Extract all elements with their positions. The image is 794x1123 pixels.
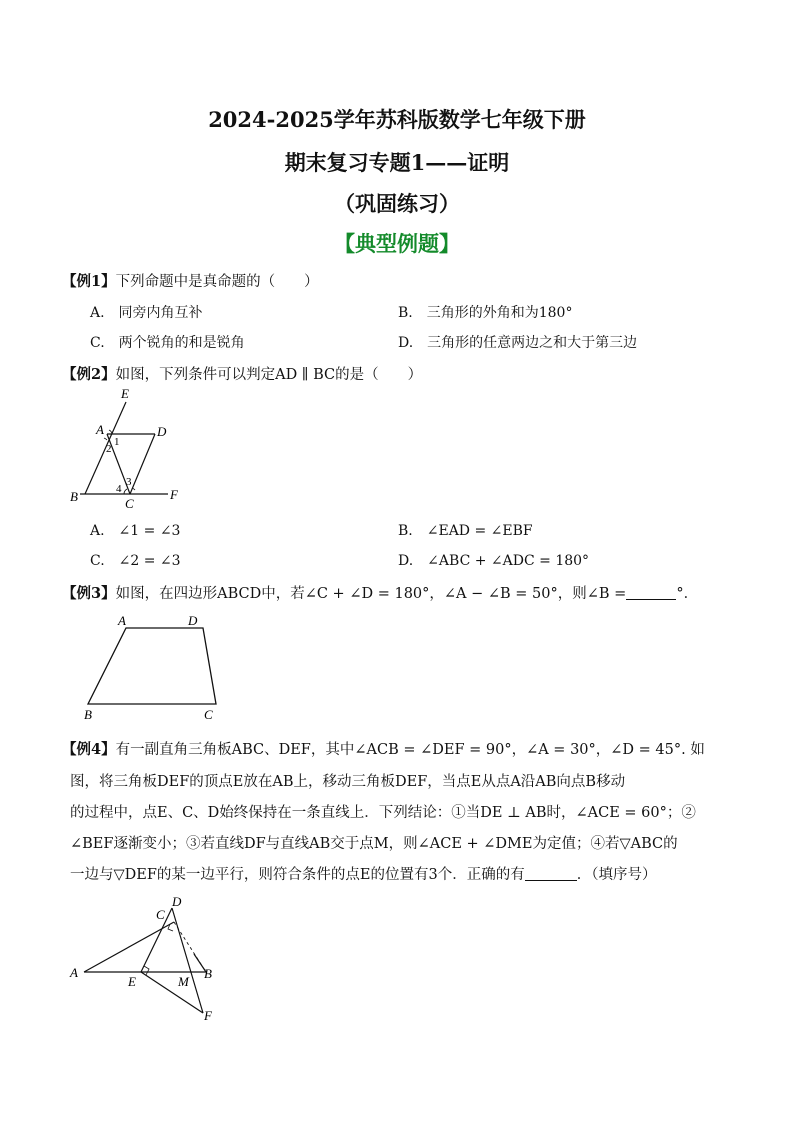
label-e: E <box>121 386 129 401</box>
angle-4-arc <box>124 489 127 494</box>
label-a: A <box>70 965 78 980</box>
label-m: M <box>178 974 189 989</box>
label-c: C <box>156 907 165 922</box>
segment-ac <box>84 922 174 972</box>
example-4-text-5-end: ．（填序号） <box>576 867 657 883</box>
segment-ef <box>141 972 203 1013</box>
label-2: 2 <box>106 443 112 455</box>
example-4-answer-blank <box>525 866 577 881</box>
angle-1-arc <box>109 430 112 434</box>
example-3-answer-blank <box>626 585 676 600</box>
example-3-label: 【例3】 <box>62 585 116 602</box>
example-2-option-c: C. ∠2 = ∠3 <box>90 553 181 569</box>
right-angle-e <box>144 966 149 975</box>
example-2-question <box>62 363 422 384</box>
example-4-line-3: 的过程中，点E、C、D始终保持在一条直线上．下列结论：①当DE ⊥ AB时，∠ACE = 60°；② <box>70 805 696 821</box>
title-line-1: 2024-2025学年苏科版数学七年级下册 <box>208 107 586 132</box>
example-2-option-a: A. ∠1 = ∠3 <box>90 523 181 539</box>
title-line-2: 期末复习专题1——证明 <box>284 150 510 175</box>
example-4-line-4: ∠BEF逐渐变小；③若直线DF与直线AB交于点M，则∠ACE + ∠DME为定值；④若▽ABC的 <box>70 836 678 852</box>
example-1-question <box>62 270 319 291</box>
example-4-text-5: 一边与▽DEF的某一边平行，则符合条件的点E的位置有3个．正确的有 <box>70 867 525 883</box>
example-3-question <box>62 582 698 603</box>
label-d: D <box>172 894 182 909</box>
section-heading: 【典型例题】 <box>334 231 460 256</box>
label-d: D <box>157 424 167 439</box>
label-b: B <box>84 707 92 722</box>
label-b: B <box>204 966 212 981</box>
example-3-text-end: °． <box>676 586 699 602</box>
example-4-line-5 <box>70 863 656 884</box>
label-1: 1 <box>114 436 120 448</box>
example-1-option-b: B. 三角形的外角和为180° <box>398 305 573 321</box>
example-1-option-c: C. 两个锐角的和是锐角 <box>90 335 245 351</box>
example-4-line-2: 图，将三角板DEF的顶点E放在AB上，移动三角板DEF，当点E从点A沿AB向点B移动 <box>70 774 626 790</box>
example-1-label: 【例1】 <box>62 273 116 290</box>
example-2-option-d: D. ∠ABC + ∠ADC = 180° <box>398 553 590 569</box>
line-d-c <box>130 434 155 494</box>
example-4-line-1 <box>62 738 705 759</box>
example-1-option-a: A. 同旁内角互补 <box>90 305 203 321</box>
label-f: F <box>204 1008 212 1023</box>
label-b: B <box>70 489 78 504</box>
title-line-3: （巩固练习） <box>334 191 460 216</box>
label-e: E <box>128 974 136 989</box>
label-c: C <box>204 707 213 722</box>
example-2-text: 如图，下列条件可以判定AD ∥ BC的是（ ） <box>115 367 423 383</box>
example-2-label: 【例2】 <box>62 366 116 383</box>
example-1-text: 下列命题中是真命题的（ ） <box>115 274 319 290</box>
example-2-figure <box>60 384 200 514</box>
label-d: D <box>188 613 198 628</box>
example-3-text: 如图，在四边形ABCD中，若∠C + ∠D = 180°，∠A − ∠B = 50°，则∠B = <box>115 586 627 602</box>
label-a: A <box>118 613 126 628</box>
label-3: 3 <box>126 476 132 488</box>
angle-2-arc <box>104 438 107 440</box>
example-3-figure <box>78 612 228 724</box>
label-4: 4 <box>116 483 122 495</box>
quadrilateral-abcd <box>88 628 216 704</box>
example-4-label: 【例4】 <box>62 741 116 758</box>
example-4-figure <box>64 892 234 1024</box>
example-2-option-b: B. ∠EAD = ∠EBF <box>398 523 533 539</box>
example-1-option-d: D. 三角形的任意两边之和大于第三边 <box>398 335 638 351</box>
label-c: C <box>125 496 134 511</box>
label-f: F <box>170 487 178 502</box>
label-a: A <box>96 422 104 437</box>
example-4-text-1: 有一副直角三角板ABC、DEF，其中∠ACB = ∠DEF = 90°，∠A = 30°，∠D = 45°. 如 <box>115 742 705 758</box>
